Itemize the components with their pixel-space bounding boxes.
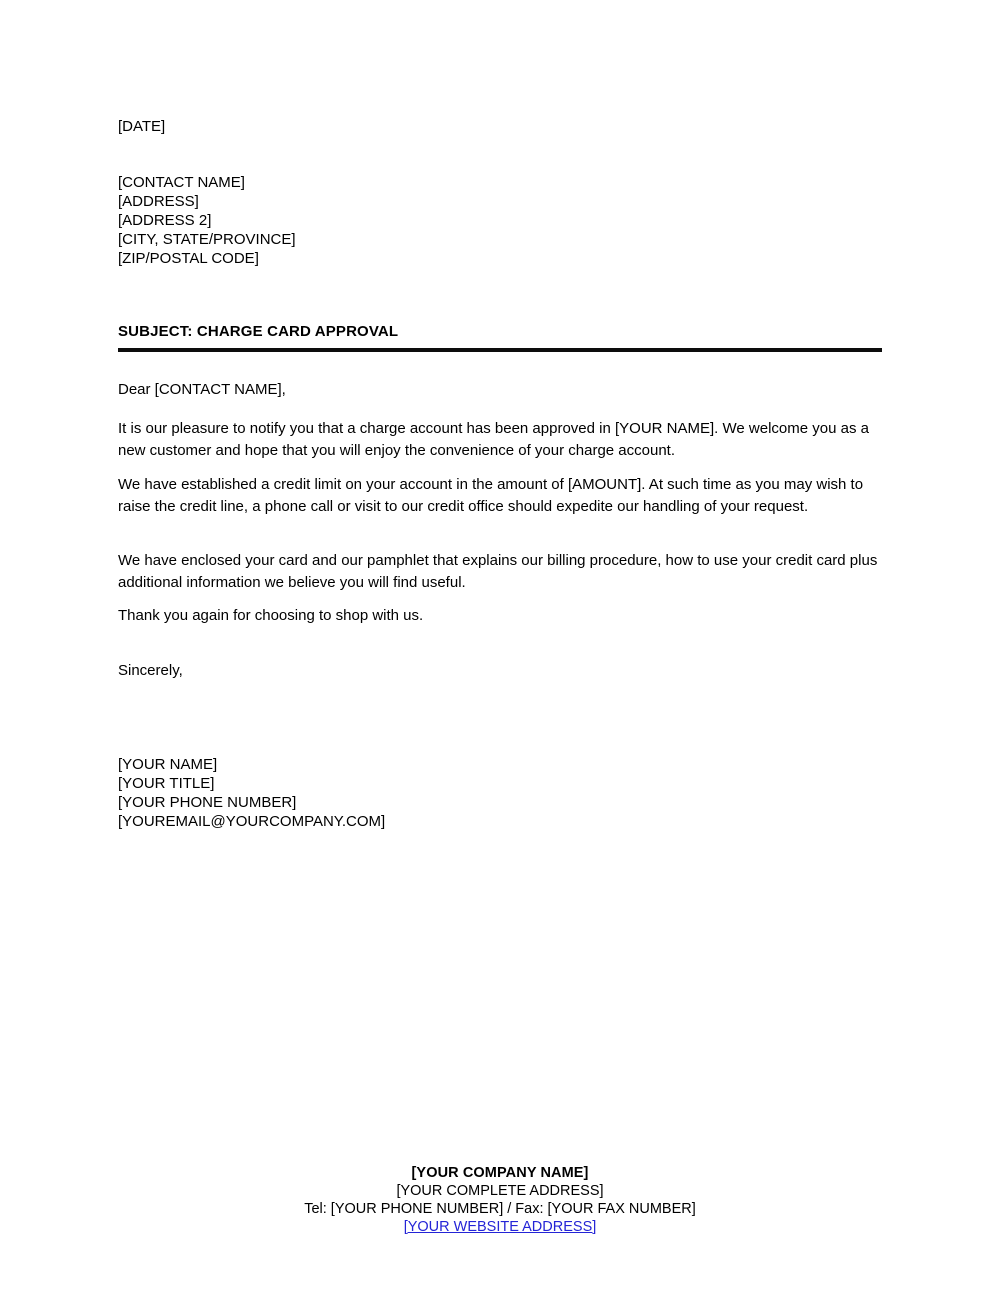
- horizontal-rule-divider: [118, 348, 882, 352]
- body-paragraph-2: We have established a credit limit on your account in the amount of [AMOUNT]. At such time as you may wish to raise the credit line, a phone call or visit to our credit office should expedite our handling of your request.: [118, 476, 864, 515]
- signer-name: [YOUR NAME]: [118, 756, 218, 773]
- recipient-address-1: [ADDRESS]: [118, 193, 199, 210]
- footer-company-address: [YOUR COMPLETE ADDRESS]: [396, 1183, 604, 1199]
- closing-salutation: Sincerely,: [118, 662, 183, 679]
- salutation: Dear [CONTACT NAME],: [118, 381, 286, 398]
- recipient-city-state: [CITY, STATE/PROVINCE]: [118, 231, 296, 248]
- subject-heading: SUBJECT: CHARGE CARD APPROVAL: [118, 323, 399, 340]
- body-paragraph-1: It is our pleasure to notify you that a charge account has been approved in [YOUR NAME]. We welcome you as a new customer and hope that you will enjoy the convenience of your charge account.: [118, 420, 869, 459]
- signer-phone: [YOUR PHONE NUMBER]: [118, 794, 297, 811]
- footer-contact-line: Tel: [YOUR PHONE NUMBER] / Fax: [YOUR FAX NUMBER]: [304, 1201, 696, 1217]
- recipient-postal-code: [ZIP/POSTAL CODE]: [118, 250, 259, 267]
- date-field: [DATE]: [118, 118, 166, 135]
- body-paragraph-4: Thank you again for choosing to shop with us.: [118, 607, 424, 624]
- footer-company-name: [YOUR COMPANY NAME]: [411, 1165, 589, 1181]
- recipient-address-2: [ADDRESS 2]: [118, 212, 212, 229]
- signer-email: [YOUREMAIL@YOURCOMPANY.COM]: [118, 813, 386, 830]
- recipient-address-block: [118, 173, 296, 268]
- recipient-contact-name: [CONTACT NAME]: [118, 174, 245, 191]
- page-footer: [0, 1164, 1000, 1236]
- signature-block: [118, 755, 385, 831]
- body-paragraph-3: We have enclosed your card and our pamphlet that explains our billing procedure, how to use your credit card plus additional information we believe you will find useful.: [118, 552, 878, 591]
- footer-website-link[interactable]: [0, 1218, 1000, 1236]
- footer-website-link-text[interactable]: [YOUR WEBSITE ADDRESS]: [403, 1219, 597, 1235]
- signer-title: [YOUR TITLE]: [118, 775, 215, 792]
